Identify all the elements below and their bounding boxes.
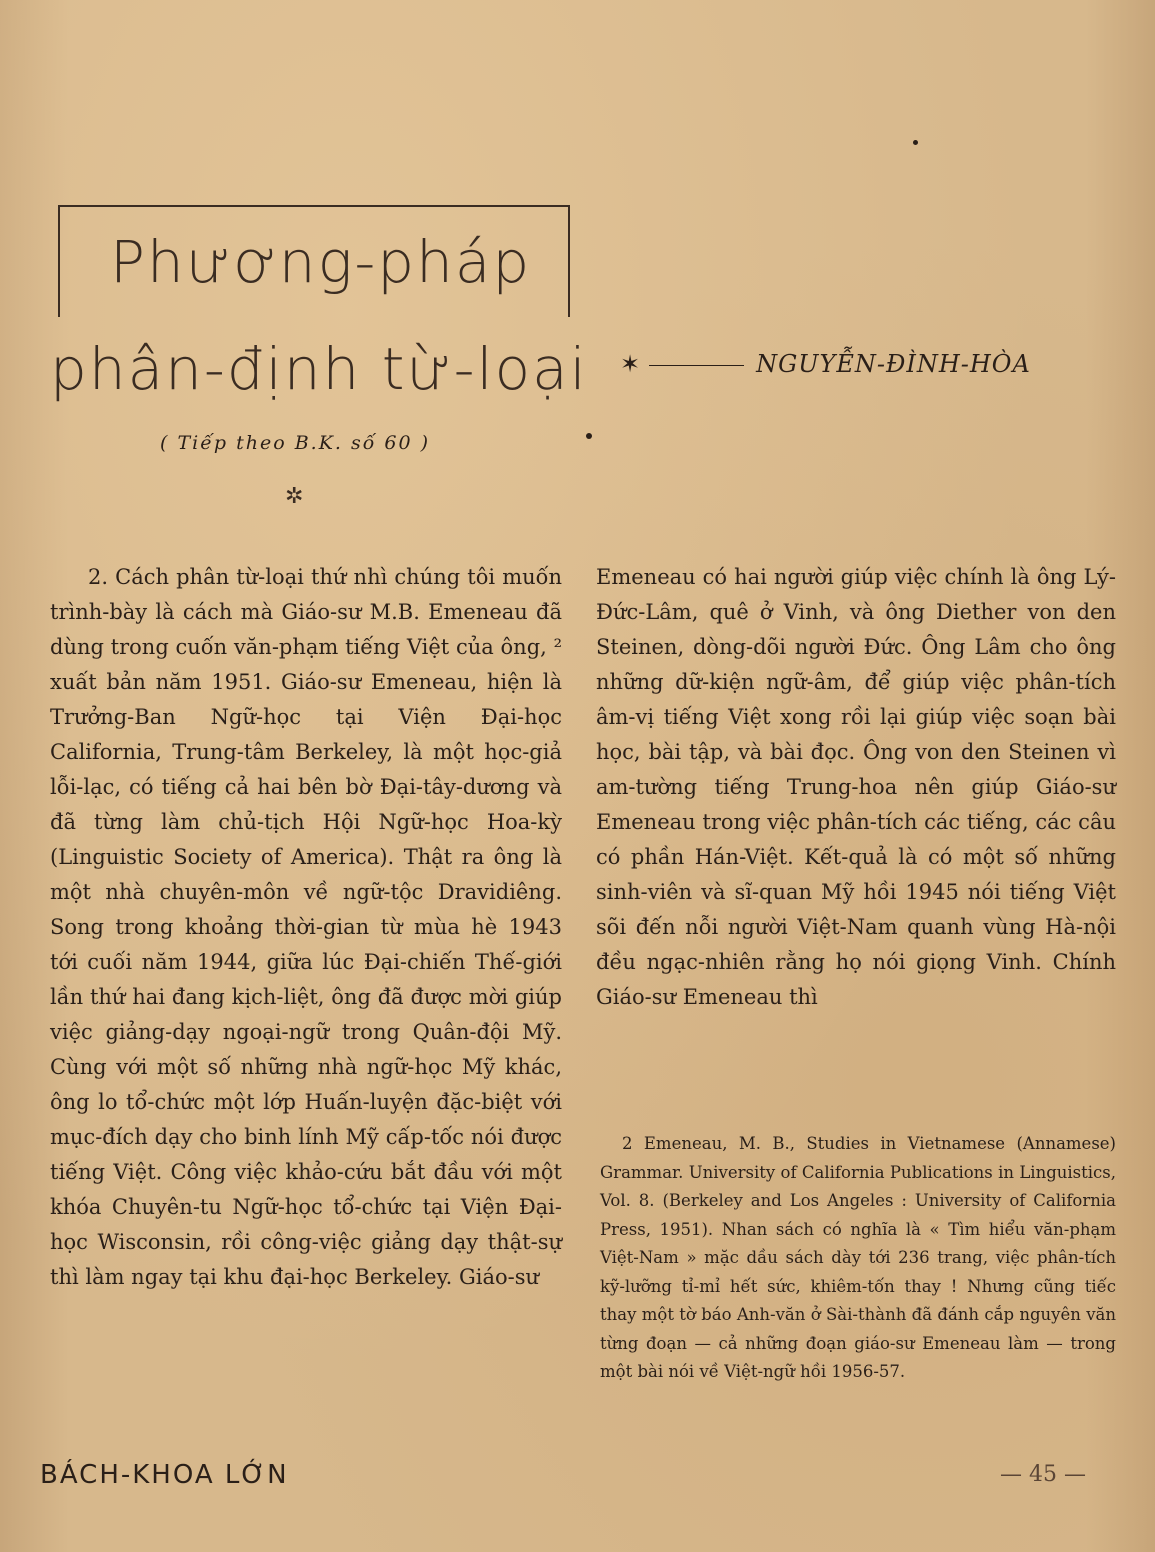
author-byline xyxy=(620,350,1031,378)
author-name: NGUYỄN-ĐÌNH-HÒA xyxy=(756,350,1031,378)
continued-note: ( Tiếp theo B.K. số 60 ) xyxy=(160,432,431,454)
ink-dot xyxy=(913,140,918,145)
body-column-left xyxy=(50,560,562,1295)
footnote-text: 2 Emeneau, M. B., Studies in Vietnamese (Annamese) Grammar. University of California Publications in Linguistics, Vol. 8. (Berkeley and Los Angeles : University of California Press, 1951). Nhan sách có nghĩa là « Tìm hiểu văn-phạm Việt-Nam » mặc dầu sách dày tới 236 trang, việc phân-tích kỹ-lưỡng tỉ-mỉ hết sức, khiêm-tốn thay ! Nhưng cũng tiếc thay một tờ báo Anh-văn ở Sài-thành đã đánh cắp nguyên văn từng đoạn — cả những đoạn giáo-sư Emeneau làm — trong một bài nói về Việt-ngữ hồi 1956-57. xyxy=(600,1134,1116,1381)
footer-page-number: — 45 — xyxy=(1000,1462,1086,1487)
asterisk-ornament-icon: ✲ xyxy=(285,484,304,509)
byline-rule xyxy=(649,365,744,366)
footer-magazine-name: BÁCH-KHOA LỚN xyxy=(40,1460,289,1490)
body-column-right xyxy=(596,560,1116,1015)
title-line-2: phân-định từ-loại xyxy=(50,335,588,403)
ink-dot xyxy=(586,433,592,439)
title-line-1: Phương-pháp xyxy=(110,228,532,296)
footnote xyxy=(600,1130,1116,1387)
body-paragraph: Emeneau có hai người giúp việc chính là ông Lý-Đức-Lâm, quê ở Vinh, và ông Diether von den Steinen, dòng-dõi người Đức. Ông Lâm cho ông những dữ-kiện ngữ-âm, để giúp việc phân-tích âm-vị tiếng Việt xong rồi lại giúp việc soạn bài học, bài tập, và bài đọc. Ông von den Steinen vì am-tường tiếng Trung-hoa nên giúp Giáo-sư Emeneau trong việc phân-tích các tiếng, các câu có phần Hán-Việt. Kết-quả là có một số những sinh-viên và sĩ-quan Mỹ hồi 1945 nói tiếng Việt sõi đến nỗi người Việt-Nam quanh vùng Hà-nội đều ngạc-nhiên rằng họ nói giọng Vinh. Chính Giáo-sư Emeneau thì xyxy=(596,565,1116,1009)
star-icon: ✶ xyxy=(620,350,642,378)
body-paragraph: 2. Cách phân từ-loại thứ nhì chúng tôi muốn trình-bày là cách mà Giáo-sư M.B. Emeneau đã dùng trong cuốn văn-phạm tiếng Việt của ông, ² xuất bản năm 1951. Giáo-sư Emeneau, hiện là Trưởng-Ban Ngữ-học tại Viện Đại-học California, Trung-tâm Berkeley, là một học-giả lỗi-lạc, có tiếng cả hai bên bờ Đại-tây-dương và đã từng làm chủ-tịch Hội Ngữ-học Hoa-kỳ (Linguistic Society of America). Thật ra ông là một nhà chuyên-môn về ngữ-tộc Dravidiêng. Song trong khoảng thời-gian từ mùa hè 1943 tới cuối năm 1944, giữa lúc Đại-chiến Thế-giới lần thứ hai đang kịch-liệt, ông đã được mời giúp việc giảng-dạy ngoại-ngữ trong Quân-đội Mỹ. Cùng với một số những nhà ngữ-học Mỹ khác, ông lo tổ-chức một lớp Huấn-luyện đặc-biệt với mục-đích dạy cho binh lính Mỹ cấp-tốc nói được tiếng Việt. Công việc khảo-cứu bắt đầu với một khóa Chuyên-tu Ngữ-học tổ-chức tại Viện Đại-học Wisconsin, rồi công-việc giảng dạy thật-sự thì làm ngay tại khu đại-học Berkeley. Giáo-sư xyxy=(50,565,562,1289)
